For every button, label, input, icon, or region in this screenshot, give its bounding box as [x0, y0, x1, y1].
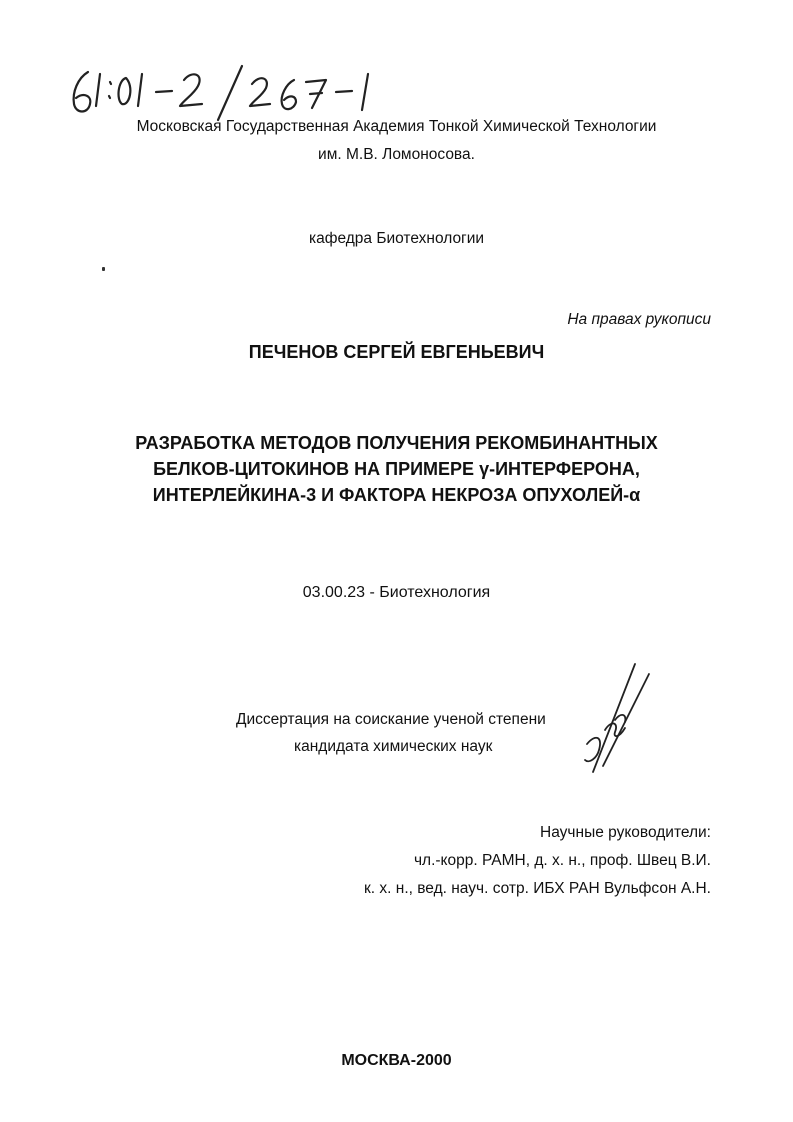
supervisor-first: чл.-корр. РАМН, д. х. н., проф. Швец В.И.: [413, 852, 711, 869]
dissertation-degree-line-1: Диссертация на соискание ученой степени: [236, 711, 546, 728]
academy-named-after: им. М.В. Ломоносова.: [318, 146, 475, 163]
thesis-title-line-3: ИНТЕРЛЕЙКИНА-3 И ФАКТОРА НЕКРОЗА ОПУХОЛЕЙ-α: [152, 485, 641, 505]
author-name: ПЕЧЕНОВ СЕРГЕЙ ЕВГЕНЬЕВИЧ: [248, 342, 545, 362]
scan-speck: [102, 267, 105, 271]
dissertation-degree-line-2: кандидата химических наук: [294, 738, 493, 755]
department: кафедра Биотехнологии: [308, 230, 485, 247]
signature-drawing: [575, 660, 665, 780]
speciality-code: 03.00.23 - Биотехнология: [302, 584, 491, 601]
academy-name: Московская Государственная Академия Тонкой Химической Технологии: [136, 118, 657, 135]
handwritten-signature: [575, 660, 665, 780]
thesis-title-line-1: РАЗРАБОТКА МЕТОДОВ ПОЛУЧЕНИЯ РЕКОМБИНАНТНЫХ: [135, 433, 658, 453]
supervisor-second: к. х. н., вед. науч. сотр. ИБХ РАН Вульфсон А.Н.: [364, 880, 711, 897]
thesis-title-line-2: БЕЛКОВ-ЦИТОКИНОВ НА ПРИМЕРЕ γ-ИНТЕРФЕРОНА,: [153, 459, 640, 479]
rights-note: На правах рукописи: [567, 311, 711, 328]
city-year: МОСКВА-2000: [341, 1052, 452, 1069]
supervisors-label: Научные руководители:: [540, 824, 711, 841]
